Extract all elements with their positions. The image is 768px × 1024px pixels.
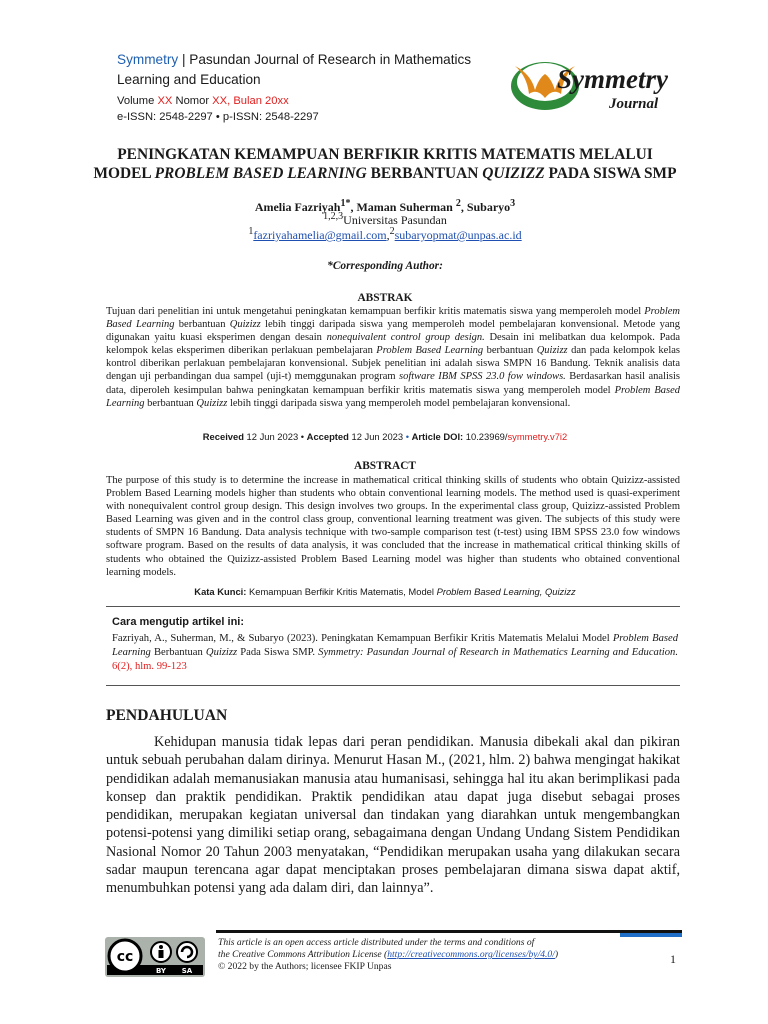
article-title [60, 145, 710, 183]
citation-text: Fazriyah, A., Suherman, M., & Subaryo (2023). Peningkatan Kemampuan Berfikir Kritis Matematis Melalui Model Problem Based Learning Berbantuan Quizizz Pada Siswa SMP. Symmetry: Pasundan Journal of Research in Mathematics Learning and Education. 6(2), hlm. 99-123 [112, 633, 678, 672]
sa-icon [177, 942, 197, 962]
title-line-2: MODEL PROBLEM BASED LEARNING BERBANTUAN QUIZIZZ PADA SISWA SMP [93, 165, 677, 182]
by-label: BY [155, 967, 167, 975]
journal-name-rest: | Pasundan Journal of Research in Mathematics Learning and Education [117, 52, 472, 87]
bulan-value: , Bulan 20xx [227, 95, 289, 107]
logo-word-journal: Journal [609, 96, 659, 112]
cc-by-sa-badge[interactable] [105, 937, 205, 977]
license-line-3: © 2022 by the Authors; licensee FKIP Unpas [218, 961, 392, 973]
email-link-2[interactable]: subaryopmat@unpas.ac.id [394, 228, 522, 242]
body-paragraph: Kehidupan manusia tidak lepas dari peran pendidikan. Manusia dibekali akal dan pikiran untuk sebuah perubahan dalam dirinya. Menurut Hasan M., (2021, hlm. 2) bahwa mengingat hakikat pendidikan adalah memanusiakan manusia atau humanisasi, sehingga hal itu akan berimplikasi pada konsep dan praktik pendidikan. Praktik pendidikan atau dapat juga disebut sebagai proses pendidikan, merupakan kegiatan universal dan tindakan yang diarahkan untuk mengembangkan potensi-potensi yang dimiliki setiap orang, sebagaimana dengan Undang Undang Sistem Pendidikan Nasional Nomor 20 Tahun 2003 menyatakan, “Pendidikan merupakan usaha yang dilakukan secara sadar maupun terencana agar dapat menciptakan proses pembelajaran dimana siswa dapat aktif, menumbuhkan potensi yang ada dalam diri, dan lainnya”. [106, 734, 680, 897]
nomor-value: XX [212, 95, 228, 107]
symmetry-journal-logo [505, 48, 685, 122]
abstrak-heading: ABSTRAK [357, 292, 413, 304]
journal-brand: Symmetry [117, 52, 179, 67]
volume-value: XX [157, 95, 173, 107]
corresponding-author: *Corresponding Author: [327, 260, 443, 272]
email-link-1[interactable]: fazriyahamelia@gmail.com [253, 228, 387, 242]
journal-name [117, 50, 497, 90]
keywords: Kata Kunci: Kemampuan Berfikir Kritis Matematis, Model Problem Based Learning, Quizizz [194, 586, 576, 597]
author-emails: $^1$fazriyahamelia@gmail.com,$^2$subaryopmat@unpas.ac.id [248, 226, 522, 242]
doi-link[interactable]: symmetry.v7i2 [507, 431, 568, 442]
volume-line [117, 93, 289, 109]
license-line-2: the Creative Commons Attribution License (http://creativecommons.org/licenses/by/4.0/) [218, 949, 559, 961]
license-notice [218, 937, 638, 974]
license-link[interactable]: http://creativecommons.org/licenses/by/4.0/ [387, 949, 555, 961]
abstract-heading: ABSTRACT [353, 460, 417, 472]
author-list: Amelia Fazriyah$^{1*}$, Maman Suherman $^2$, Subaryo$^3$ [254, 198, 516, 214]
page-number: 1 [670, 952, 676, 966]
abstract-text: The purpose of this study is to determine the increase in mathematical critical thinking skills of students who obtain Quizizz-assisted Problem Based Learning models higher than students who obtain conventional learning models. The method used is quasi-experiment with nonequivalent control group design. This design involves two groups. In the experimental class group, Quizizz-assisted Problem Based Learning was given and in the control class group, conventional learning treatment was given. The subjects of this study were students of SMPN 16 Bandung. Data analysis technique with two-sample comparison test (t-test) using IBM SPSS 23.0 fow windows software program. Based on the results of data analysis, it was concluded that the increase in mathematical critical thinking skills of students who obtained the Quizizz-assisted Problem Based Learning model was higher than students who obtained conventional learning models. [106, 475, 680, 578]
sa-label: SA [181, 967, 193, 975]
footer-rule [216, 930, 682, 933]
nomor-label: Nomor [172, 95, 213, 107]
volume-label: Volume [117, 95, 158, 107]
title-line-1: PENINGKATAN KEMAMPUAN BERFIKIR KRITIS MATEMATIS MELALUI [117, 146, 653, 163]
citation-heading: Cara mengutip artikel ini: [112, 616, 245, 628]
license-line-1: This article is an open access article distributed under the terms and conditions of [218, 937, 535, 948]
section-heading: PENDAHULUAN [106, 707, 228, 724]
cc-icon-text: cc [116, 949, 134, 965]
abstrak-text: Tujuan dari penelitian ini untuk mengetahui peningkatan kemampuan berfikir kritis matematis siswa yang memperoleh model Problem Based Learning berbantuan Quizizz lebih tinggi daripada siswa yang memperoleh model pembelajaran konvensional. Metode yang digunakan yaitu kuasi eksperimen dengan desain nonequivalent control group design. Desain ini melibatkan dua kelompok. Pada kelompok kelas eksperimen diberikan perlakuan pembelajaran Problem Based Learning berbantuan Quizizz dan pada kelompok kelas kontrol diberikan perlakuan pembelajaran konvensional. Subjek penelitian ini adalah siswa SMPN 16 Bandung. Teknik analisis data dengan uji perbandingan dua sampel (uji-t) memggunakan program software IBM SPSS 23.0 fow windows. Berdasarkan hasil analisis data, diperoleh kesimpulan bahwa peningkatan kemampuan berfikir kritis matematis siswa yang memperoleh model Problem Based Learning berbantuan Quizizz lebih tinggi daripada siswa yang memperoleh model pembelajaran konvensional. [106, 306, 681, 409]
article-dates-doi: Received 12 Jun 2023 • Accepted 12 Jun 2023 • Article DOI: 10.23969/symmetry.v7i2 [202, 431, 568, 442]
issn-line: e-ISSN: 2548-2297 • p-ISSN: 2548-2297 [117, 111, 319, 123]
logo-word-symmetry: Symmetry [557, 64, 668, 94]
affiliation: $^{1,2,3}$Universitas Pasundan [323, 211, 447, 227]
